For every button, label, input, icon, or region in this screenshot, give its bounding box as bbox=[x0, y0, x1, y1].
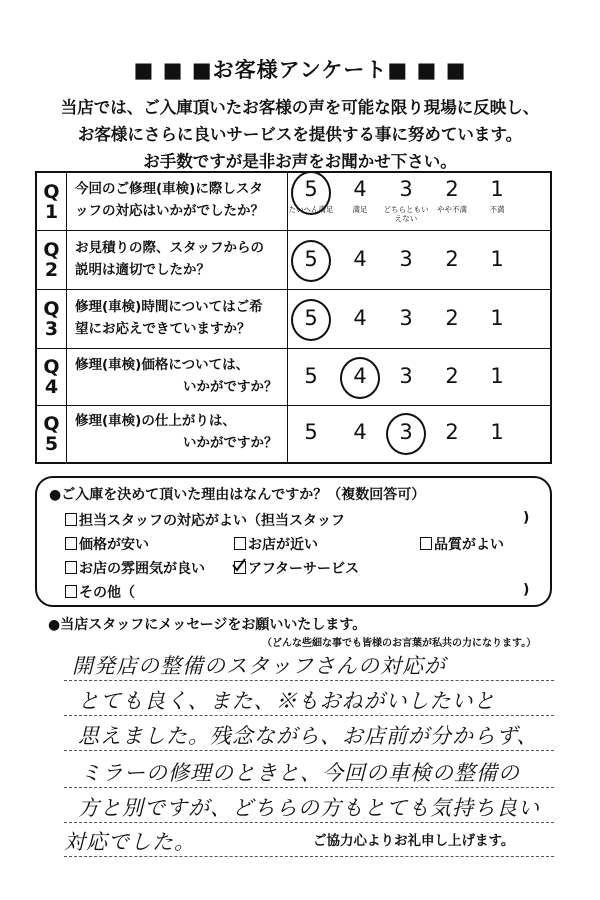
option-atmosphere[interactable] bbox=[65, 558, 205, 578]
column-divider bbox=[287, 406, 288, 462]
option-label: 品質がよい bbox=[434, 537, 504, 553]
selected-circle-mark bbox=[291, 240, 331, 282]
question-digit: 4 bbox=[44, 376, 59, 398]
selected-circle-mark bbox=[386, 413, 426, 455]
handwritten-line: 思えました。残念ながら、お店前が分からず、 bbox=[78, 724, 539, 748]
handwritten-line: ミラーの修理のときと、今回の車検の整備の bbox=[80, 761, 520, 785]
question-number bbox=[37, 231, 67, 289]
intro-line: お手数ですが是非お声をお聞かせ下さい。 bbox=[143, 152, 457, 171]
scale-label: たいへん満足 bbox=[288, 205, 334, 214]
question-text bbox=[75, 410, 315, 454]
rating-2[interactable]: 2 bbox=[445, 177, 459, 201]
question-number bbox=[37, 290, 67, 348]
question-letter: Q bbox=[43, 298, 60, 320]
question-letter: Q bbox=[43, 239, 60, 261]
question-letter: Q bbox=[43, 356, 60, 378]
question-number bbox=[37, 406, 67, 462]
handwritten-line: 方と別ですが、どちらの方もとても気持ち良い bbox=[78, 796, 540, 820]
rating-1[interactable]: 1 bbox=[490, 420, 504, 444]
question-row bbox=[37, 290, 550, 349]
ruled-line bbox=[64, 750, 554, 751]
question-digit: 1 bbox=[44, 200, 59, 223]
question-row bbox=[37, 231, 550, 290]
question-text-line: 望にお応えできていますか？ bbox=[75, 320, 251, 337]
question-text-line: いかがですか？ bbox=[183, 435, 278, 451]
column-divider bbox=[287, 173, 288, 230]
column-divider bbox=[287, 231, 288, 289]
rating-2[interactable]: 2 bbox=[445, 420, 459, 444]
question-text-line: 修理(車検)の仕上がりは、 bbox=[75, 413, 236, 429]
reasons-heading: ●ご入庫を決めて頂いた理由はなんですか？（複数回答可） bbox=[49, 487, 426, 503]
rating-3[interactable]: 3 bbox=[399, 246, 413, 271]
handwritten-line: とても良く、また、※もおねがいしたいと bbox=[78, 689, 496, 713]
rating-1[interactable]: 1 bbox=[490, 363, 504, 388]
ruled-line bbox=[64, 680, 554, 681]
ruled-line bbox=[64, 822, 554, 823]
rating-5[interactable]: 5 bbox=[304, 363, 318, 388]
question-text bbox=[75, 178, 315, 222]
question-number bbox=[37, 173, 67, 230]
rating-3[interactable]: 3 bbox=[399, 305, 413, 330]
rating-4[interactable]: 4 bbox=[353, 305, 367, 330]
option-other[interactable] bbox=[65, 582, 135, 602]
rating-2[interactable]: 2 bbox=[445, 305, 459, 330]
rating-4[interactable]: 4 bbox=[353, 177, 367, 201]
rating-3[interactable]: 3 bbox=[399, 177, 413, 201]
scale-label: 満足 bbox=[352, 205, 368, 214]
question-text bbox=[75, 237, 315, 281]
rating-3[interactable]: 3 bbox=[399, 420, 413, 444]
reasons-box bbox=[35, 476, 552, 607]
scale-label: 不満 bbox=[489, 205, 505, 214]
question-text bbox=[75, 354, 315, 398]
option-label: お店が近い bbox=[248, 537, 318, 553]
scale-label: やや不満 bbox=[437, 205, 467, 214]
question-letter: Q bbox=[43, 413, 60, 435]
option-after-service[interactable] bbox=[234, 558, 359, 578]
question-text-line: いかがですか？ bbox=[183, 378, 278, 395]
intro-line: 当店では、ご入庫頂いたお客様の声を可能な限り現場に反映し、 bbox=[60, 98, 540, 117]
option-label: 価格が安い bbox=[79, 537, 149, 553]
ruled-line bbox=[64, 856, 554, 857]
rating-4[interactable]: 4 bbox=[353, 420, 367, 444]
option-other-close: ) bbox=[523, 582, 530, 598]
checkbox[interactable] bbox=[65, 537, 77, 550]
rating-3[interactable]: 3 bbox=[399, 363, 413, 388]
check-mark-icon bbox=[232, 558, 246, 572]
question-text-line: 修理(車検)時間についてはご希 bbox=[75, 298, 263, 315]
rating-2[interactable]: 2 bbox=[445, 363, 459, 388]
option-label: お店の雰囲気が良い bbox=[79, 561, 205, 577]
message-heading: ●当店スタッフにメッセージをお願いいたします。 bbox=[48, 617, 367, 633]
intro-text bbox=[20, 94, 580, 175]
rating-1[interactable]: 1 bbox=[490, 305, 504, 330]
survey-title: ■ ■ ■お客様アンケート■ ■ ■ bbox=[133, 58, 467, 82]
question-text-line: 今回のご修理(車検)に際しスタ bbox=[75, 181, 263, 197]
rating-1[interactable]: 1 bbox=[490, 177, 504, 201]
rating-4[interactable]: 4 bbox=[353, 246, 367, 271]
selected-circle-mark bbox=[291, 299, 331, 341]
question-text bbox=[75, 296, 315, 340]
checkbox[interactable] bbox=[65, 561, 77, 574]
question-digit: 3 bbox=[44, 318, 59, 340]
question-text-line: 修理(車検)価格については、 bbox=[75, 356, 250, 373]
handwritten-line: 開発店の整備のスタッフさんの対応が bbox=[72, 654, 446, 678]
column-divider bbox=[287, 349, 288, 405]
checkbox[interactable] bbox=[234, 537, 246, 550]
question-table bbox=[35, 171, 552, 464]
question-letter: Q bbox=[43, 180, 60, 203]
message-subheading: （どんな些細な事でも皆様のお言葉が私共の力になります。） bbox=[262, 638, 537, 649]
checkbox-checked[interactable] bbox=[234, 561, 246, 574]
question-row bbox=[37, 349, 550, 406]
checkbox[interactable] bbox=[65, 585, 77, 598]
question-text-line: 説明は適切でしたか？ bbox=[75, 261, 210, 278]
scale-label: どちらともいえない bbox=[383, 205, 429, 223]
selected-circle-mark bbox=[340, 357, 380, 399]
question-digit: 5 bbox=[44, 433, 59, 455]
rating-2[interactable]: 2 bbox=[445, 246, 459, 271]
ruled-line bbox=[64, 787, 554, 788]
rating-5[interactable]: 5 bbox=[304, 177, 318, 201]
rating-5[interactable]: 5 bbox=[304, 246, 318, 271]
checkbox[interactable] bbox=[420, 537, 432, 550]
option-label: 担当スタッフの対応がよい（担当スタッフ bbox=[79, 513, 345, 529]
option-label: アフターサービス bbox=[248, 561, 360, 577]
rating-5[interactable]: 5 bbox=[304, 305, 318, 330]
option-staff[interactable] bbox=[65, 510, 345, 530]
thanks-text: ご協力心よりお礼申し上げます。 bbox=[313, 833, 515, 849]
question-text-line: ッフの対応はいかがでしたか？ bbox=[75, 203, 264, 219]
intro-line: お客様にさらに良いサービスを提供する事に努めています。 bbox=[77, 125, 523, 144]
question-number bbox=[37, 349, 67, 405]
option-quality[interactable] bbox=[420, 534, 504, 554]
handwritten-line: 対応でした。 bbox=[64, 830, 196, 854]
checkbox[interactable] bbox=[65, 513, 77, 526]
option-price[interactable] bbox=[65, 534, 149, 554]
question-digit: 2 bbox=[44, 259, 59, 281]
option-near[interactable] bbox=[234, 534, 318, 554]
rating-5[interactable]: 5 bbox=[304, 420, 318, 444]
question-row bbox=[37, 173, 550, 231]
option-label: その他（ bbox=[79, 585, 135, 601]
rating-1[interactable]: 1 bbox=[490, 246, 504, 271]
question-text-line: お見積りの際、スタッフからの bbox=[75, 239, 264, 256]
option-staff-close: ) bbox=[523, 510, 530, 526]
question-row bbox=[37, 406, 550, 462]
ruled-line bbox=[64, 715, 554, 716]
column-divider bbox=[287, 290, 288, 348]
rating-4[interactable]: 4 bbox=[353, 363, 367, 388]
